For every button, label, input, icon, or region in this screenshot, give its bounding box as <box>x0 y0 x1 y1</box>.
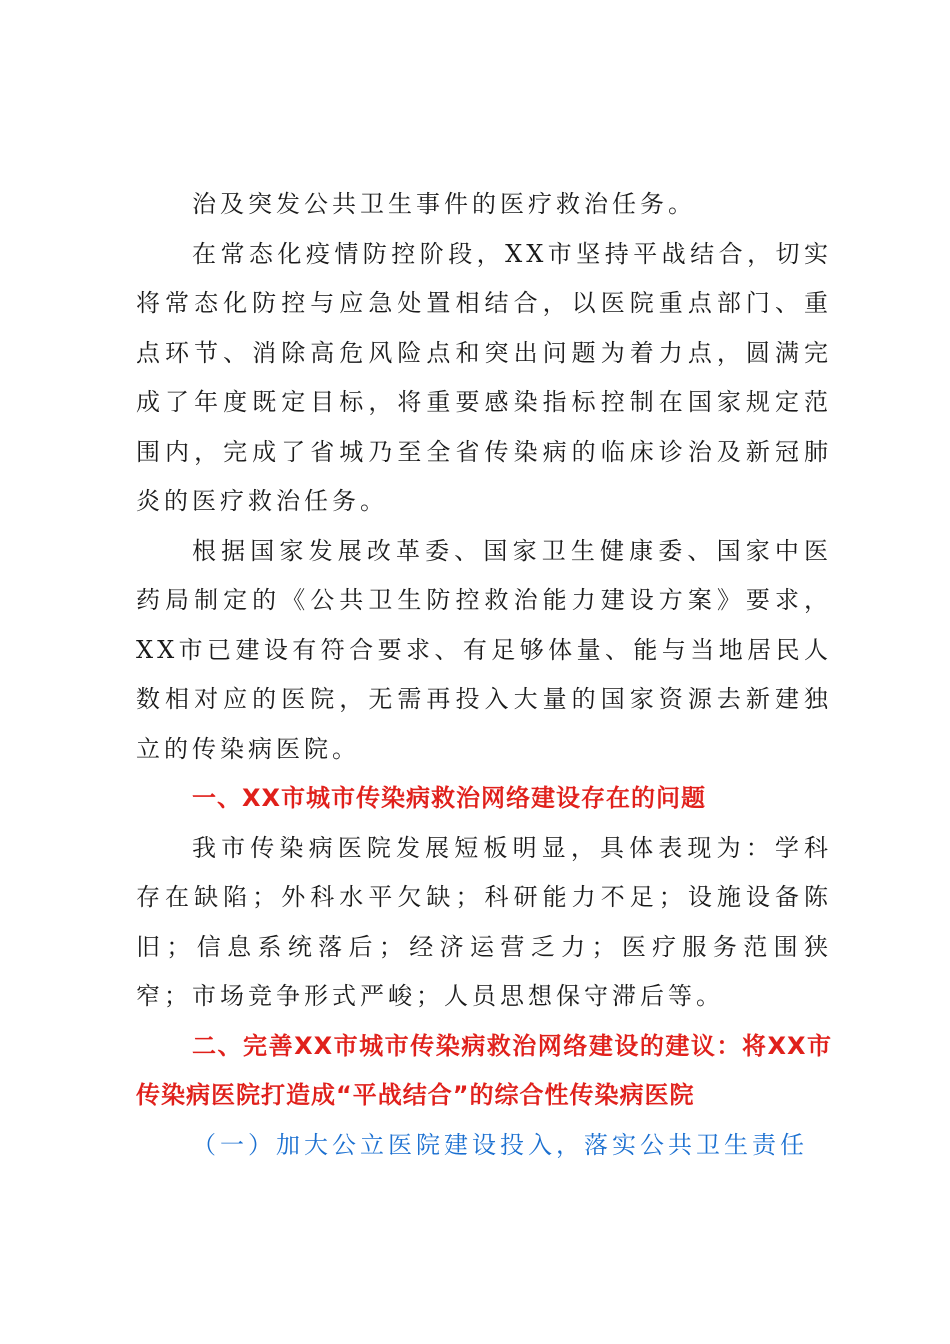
section-heading-problems: 一、XX市城市传染病救治网络建设存在的问题 <box>192 784 707 812</box>
paragraph-construction-plan: 根据国家发展改革委、国家卫生健康委、国家中医药局制定的《公共卫生防控救治能力建设方案》要求，XX市已建设有符合要求、有足够体量、能与当地居民人数相对应的医院，无需再投入大量的国家资源去新建独立的传染病医院。 <box>136 536 832 763</box>
paragraph-continuation: 治及突发公共卫生事件的医疗救治任务。 <box>192 190 696 218</box>
paragraph-epidemic-control: 在常态化疫情防控阶段，XX市坚持平战结合，切实将常态化防控与应急处置相结合，以医院重点部门、重点环节、消除高危风险点和突出问题为着力点，圆满完成了年度既定目标，将重要感染指标控制在国家规定范围内，完成了省城乃至全省传染病的临床诊治及新冠肺炎的医疗救治任务。 <box>136 239 832 515</box>
document-body <box>136 180 832 1170</box>
subsection-heading-investment: （一）加大公立医院建设投入，落实公共卫生责任 <box>192 1130 808 1159</box>
section-heading-suggestions: 二、完善XX市城市传染病救治网络建设的建议：将XX市传染病医院打造成“平战结合”的综合性传染病医院 <box>136 1031 832 1109</box>
paragraph-problems: 我市传染病医院发展短板明显，具体表现为：学科存在缺陷；外科水平欠缺；科研能力不足；设施设备陈旧；信息系统落后；经济运营乏力；医疗服务范围狭窄；市场竞争形式严峻；人员思想保守滞后等。 <box>136 833 832 1010</box>
